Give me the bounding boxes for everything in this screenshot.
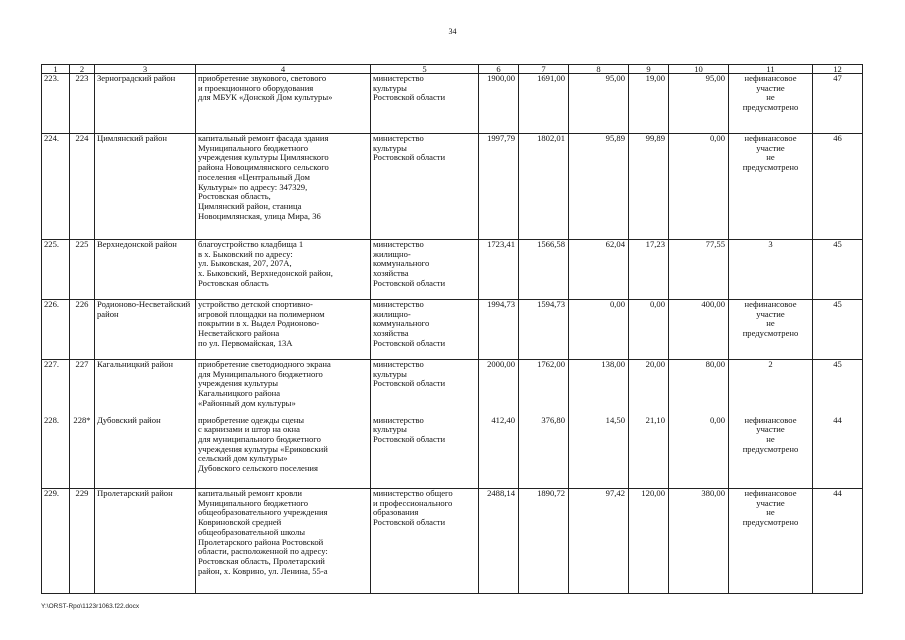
column-header: 9 (629, 65, 669, 74)
table-row (42, 74, 863, 134)
value-col12: 47 (813, 74, 863, 134)
district-cell: Родионово-Несветайский район (95, 300, 196, 360)
value-col6: 1994,73 (479, 300, 519, 360)
description-cell: приобретение светодиодного экрана для Муниципального бюджетного учреждения культуры Кагальницкого района «Районный дом культуры» (196, 360, 371, 416)
column-header: 12 (813, 65, 863, 74)
value-col8: 97,42 (569, 489, 629, 594)
participation-cell: нефинансовое участие не предусмотрено (729, 300, 813, 360)
column-header: 7 (519, 65, 569, 74)
value-col12: 44 (813, 416, 863, 489)
description-cell: приобретение одежды сцены с карнизами и штор на окна для муниципального бюджетного учреждения культуры «Ериковский сельский дом культуры» Дубовского сельского поселения (196, 416, 371, 489)
participation-cell: нефинансовое участие не предусмотрено (729, 74, 813, 134)
document-file-path: Y:\ORST-Rpo\1123r1063.f22.docx (41, 603, 140, 610)
value-col6: 2000,00 (479, 360, 519, 416)
value-col10: 95,00 (669, 74, 729, 134)
ministry-cell: министерство культуры Ростовской области (371, 74, 479, 134)
value-col6: 1723,41 (479, 240, 519, 300)
value-col8: 95,89 (569, 134, 629, 240)
value-col8: 0,00 (569, 300, 629, 360)
district-cell: Верхнедонской район (95, 240, 196, 300)
value-col12: 45 (813, 240, 863, 300)
table-row (42, 360, 863, 416)
value-col10: 77,55 (669, 240, 729, 300)
district-cell: Дубовский район (95, 416, 196, 489)
value-col9: 17,23 (629, 240, 669, 300)
projects-table (41, 64, 863, 594)
value-col12: 45 (813, 360, 863, 416)
value-col7: 1762,00 (519, 360, 569, 416)
value-col8: 62,04 (569, 240, 629, 300)
row-number: 226. (42, 300, 70, 360)
value-col9: 99,89 (629, 134, 669, 240)
value-col12: 46 (813, 134, 863, 240)
ministry-cell: министерство культуры Ростовской области (371, 134, 479, 240)
value-col9: 120,00 (629, 489, 669, 594)
participation-cell: 3 (729, 240, 813, 300)
row-id: 227 (70, 360, 95, 416)
table-row (42, 240, 863, 300)
value-col10: 80,00 (669, 360, 729, 416)
value-col9: 0,00 (629, 300, 669, 360)
value-col8: 95,00 (569, 74, 629, 134)
row-id: 225 (70, 240, 95, 300)
value-col10: 380,00 (669, 489, 729, 594)
value-col7: 1594,73 (519, 300, 569, 360)
value-col12: 44 (813, 489, 863, 594)
row-id: 228* (70, 416, 95, 489)
row-id: 226 (70, 300, 95, 360)
district-cell: Цимлянский район (95, 134, 196, 240)
value-col10: 400,00 (669, 300, 729, 360)
row-number: 223. (42, 74, 70, 134)
participation-cell: 2 (729, 360, 813, 416)
row-number: 227. (42, 360, 70, 416)
value-col6: 2488,14 (479, 489, 519, 594)
description-cell: устройство детской спортивно- игровой площадки на полимерном покрытии в х. Выдел Родионово- Несветайского района по ул. Первомайская, 13А (196, 300, 371, 360)
table-row (42, 134, 863, 240)
ministry-cell: министерство жилищно- коммунального хозяйства Ростовской области (371, 300, 479, 360)
district-cell: Зерноградский район (95, 74, 196, 134)
column-header: 5 (371, 65, 479, 74)
projects-table-container (41, 64, 862, 594)
value-col7: 1691,00 (519, 74, 569, 134)
row-number: 228. (42, 416, 70, 489)
row-number: 225. (42, 240, 70, 300)
ministry-cell: министерство жилищно- коммунального хозяйства Ростовской области (371, 240, 479, 300)
column-header: 6 (479, 65, 519, 74)
description-cell: капитальный ремонт фасада здания Муниципального бюджетного учреждения культуры Цимлянского района Новоцимлянского сельского поселения «Центральный Дом Культуры» по адресу: 347329, Ростовская область, Цимлянский район, станица Новоцимлянская, улица Мира, 36 (196, 134, 371, 240)
table-row (42, 300, 863, 360)
row-id: 229 (70, 489, 95, 594)
ministry-cell: министерство общего и профессионального образования Ростовской области (371, 489, 479, 594)
value-col10: 0,00 (669, 134, 729, 240)
value-col6: 1900,00 (479, 74, 519, 134)
row-number: 229. (42, 489, 70, 594)
description-cell: капитальный ремонт кровли Муниципального бюджетного общеобразовательного учреждения Ковриновской средней общеобразовательной школы Пролетарского района Ростовской области, расположенной по адресу: Ростовская область, Пролетарский район, х. Коврино, ул. Ленина, 55-а (196, 489, 371, 594)
participation-cell: нефинансовое участие не предусмотрено (729, 416, 813, 489)
column-number-row (42, 65, 863, 74)
participation-cell: нефинансовое участие не предусмотрено (729, 489, 813, 594)
table-row (42, 489, 863, 594)
value-col8: 14,50 (569, 416, 629, 489)
value-col9: 20,00 (629, 360, 669, 416)
value-col9: 19,00 (629, 74, 669, 134)
column-header: 3 (95, 65, 196, 74)
description-cell: благоустройство кладбища 1 в х. Быковский по адресу: ул. Быковская, 207, 207А, х. Быковский, Верхнедонской район, Ростовская область (196, 240, 371, 300)
ministry-cell: министерство культуры Ростовской области (371, 360, 479, 416)
column-header: 1 (42, 65, 70, 74)
value-col7: 1566,58 (519, 240, 569, 300)
value-col7: 376,80 (519, 416, 569, 489)
ministry-cell: министерство культуры Ростовской области (371, 416, 479, 489)
value-col8: 138,00 (569, 360, 629, 416)
value-col6: 1997,79 (479, 134, 519, 240)
value-col7: 1890,72 (519, 489, 569, 594)
district-cell: Пролетарский район (95, 489, 196, 594)
value-col10: 0,00 (669, 416, 729, 489)
value-col6: 412,40 (479, 416, 519, 489)
row-number: 224. (42, 134, 70, 240)
district-cell: Кагальницкий район (95, 360, 196, 416)
participation-cell: нефинансовое участие не предусмотрено (729, 134, 813, 240)
column-header: 11 (729, 65, 813, 74)
row-id: 224 (70, 134, 95, 240)
table-row (42, 416, 863, 489)
row-id: 223 (70, 74, 95, 134)
value-col12: 45 (813, 300, 863, 360)
column-header: 10 (669, 65, 729, 74)
description-cell: приобретение звукового, светового и проекционного оборудования для МБУК «Донской Дом культуры» (196, 74, 371, 134)
column-header: 2 (70, 65, 95, 74)
value-col7: 1802,01 (519, 134, 569, 240)
column-header: 4 (196, 65, 371, 74)
page-number: 34 (448, 27, 457, 36)
value-col9: 21,10 (629, 416, 669, 489)
column-header: 8 (569, 65, 629, 74)
